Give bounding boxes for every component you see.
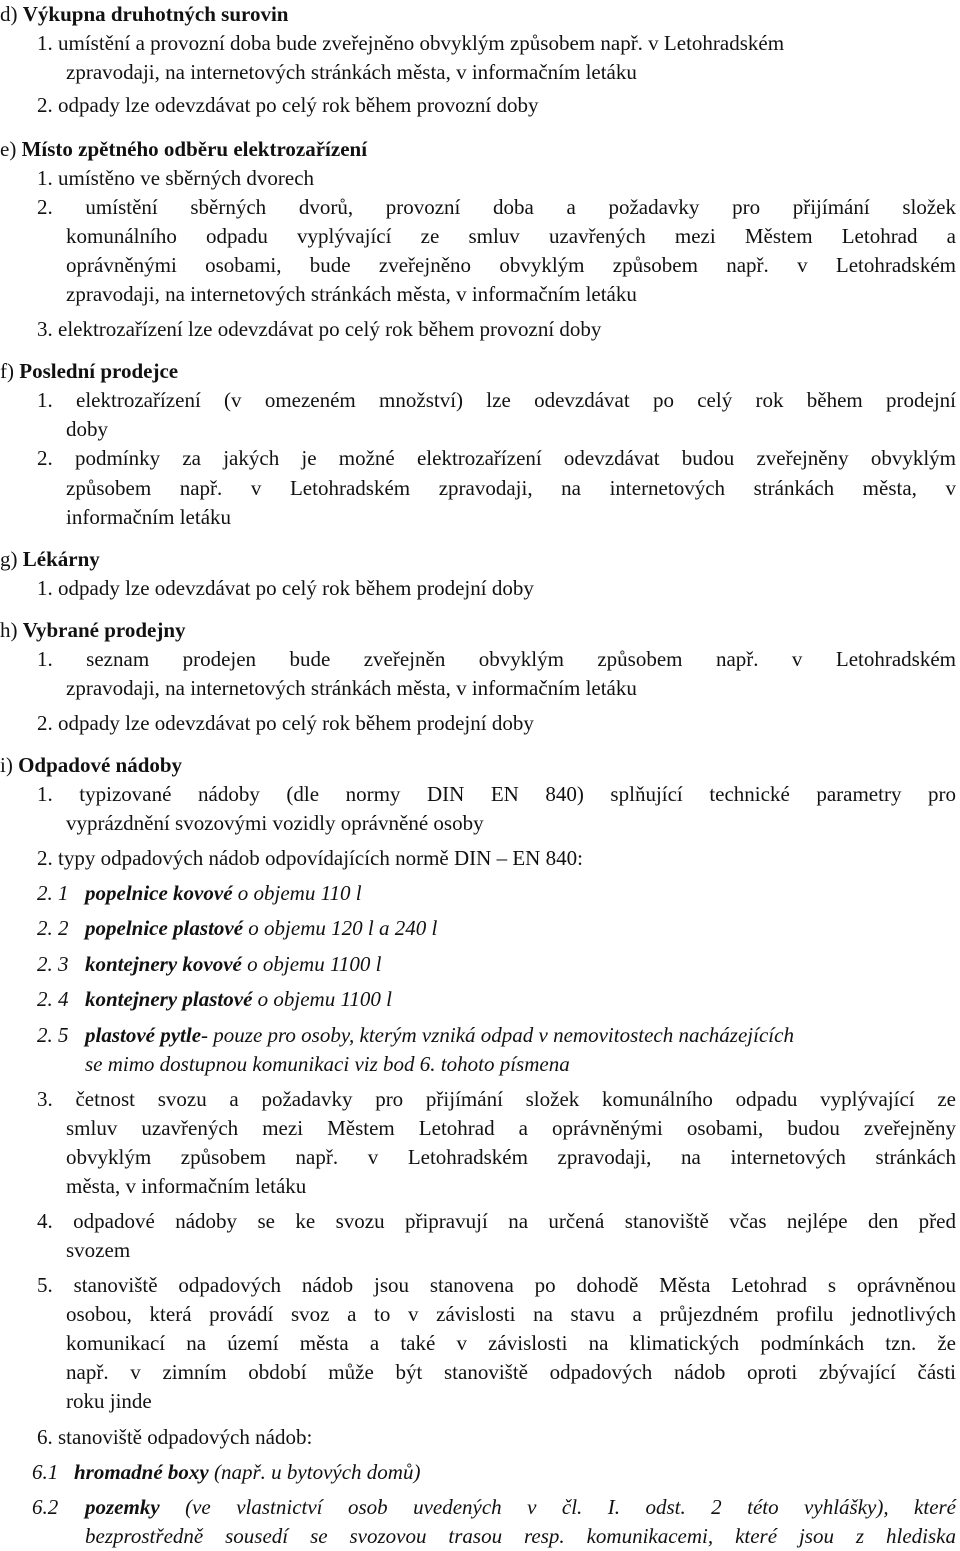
section-i-item-2: 2. typy odpadových nádob odpovídajících normě DIN – EN 840: bbox=[37, 846, 583, 870]
section-h-heading: h) Vybrané prodejny bbox=[0, 618, 186, 642]
section-e-item-2: 2. umístění sběrných dvorů, provozní doba a požadavky pro přijímání složek bbox=[37, 195, 956, 219]
section-h-title: Vybrané prodejny bbox=[22, 618, 186, 642]
section-f-item-1: 1. elektrozařízení (v omezeném množství) lze odevzdávat po celý rok během prodejní bbox=[37, 388, 956, 412]
container-type-2-3: 2. 3 kontejnery kovové o objemu 1100 l bbox=[37, 952, 382, 976]
section-g-title: Lékárny bbox=[22, 547, 100, 571]
section-i-title: Odpadové nádoby bbox=[18, 753, 183, 777]
section-f-item-2-cont-1: způsobem např. v Letohradském zpravodaji, na internetových stránkách města, v bbox=[66, 476, 956, 500]
container-type-2-1: 2. 1 popelnice kovové o objemu 110 l bbox=[37, 881, 362, 905]
section-i-item-5-cont-1: osobou, která provádí svoz a to v závislosti na stavu a průjezdném profilu jednotlivých bbox=[66, 1302, 956, 1326]
section-e-item-2-cont-2: oprávněnými osobami, bude zveřejněno obvyklým způsobem např. v Letohradském bbox=[66, 253, 956, 277]
section-i-item-5-cont-4: roku jinde bbox=[66, 1389, 152, 1413]
section-d-heading: d) Výkupna druhotných surovin bbox=[0, 2, 289, 26]
section-i-item-4-cont: svozem bbox=[66, 1238, 131, 1262]
section-i-item-1: 1. typizované nádoby (dle normy DIN EN 840) splňující technické parametry pro bbox=[37, 782, 956, 806]
container-type-2-4: 2. 4 kontejnery plastové o objemu 1100 l bbox=[37, 987, 393, 1011]
section-f-item-2-cont-2: informačním letáku bbox=[66, 505, 232, 529]
section-d-item-2: 2. odpady lze odevzdávat po celý rok během provozní doby bbox=[37, 93, 539, 117]
section-i-item-3-cont-3: města, v informačním letáku bbox=[66, 1174, 307, 1198]
section-f-item-2: 2. podmínky za jakých je možné elektrozařízení odevzdávat budou zveřejněny obvyklým bbox=[37, 446, 956, 470]
section-d-item-1: 1. umístění a provozní doba bude zveřejněno obvyklým způsobem např. v Letohradském bbox=[37, 31, 785, 55]
section-i-item-5-cont-2: komunikací na území města a také v závislosti na klimatických podmínkách tzn. že bbox=[66, 1331, 956, 1355]
container-type-2-2: 2. 2 popelnice plastové o objemu 120 l a 240 l bbox=[37, 916, 438, 940]
section-i-item-3: 3. četnost svozu a požadavky pro přijímání složek komunálního odpadu vyplývající ze bbox=[37, 1087, 956, 1111]
section-e-item-3: 3. elektrozařízení lze odevzdávat po celý rok během provozní doby bbox=[37, 317, 602, 341]
container-type-2-5-cont: se mimo dostupnou komunikaci viz bod 6. tohoto písmena bbox=[85, 1052, 570, 1076]
section-h-item-1: 1. seznam prodejen bude zveřejněn obvyklým způsobem např. v Letohradském bbox=[37, 647, 956, 671]
section-f-item-1-cont: doby bbox=[66, 417, 108, 441]
section-i-item-3-cont-2: obvyklým způsobem např. v Letohradském zpravodaji, na internetových stránkách bbox=[66, 1145, 956, 1169]
section-i-item-5: 5. stanoviště odpadových nádob jsou stanovena po dohodě Města Letohrad s oprávněnou bbox=[37, 1273, 956, 1297]
section-i-heading: i) Odpadové nádoby bbox=[0, 753, 183, 777]
section-d-title: Výkupna druhotných surovin bbox=[22, 2, 289, 26]
location-type-6-2-cont: bezprostředně sousedí se svozovou trasou resp. komunikacemi, které jsou z hlediska bbox=[85, 1524, 956, 1548]
section-i-item-5-cont-3: např. v zimním období může být stanoviště odpadových nádob oproti zbývající části bbox=[66, 1360, 956, 1384]
section-i-item-6: 6. stanoviště odpadových nádob: bbox=[37, 1425, 313, 1449]
section-i-item-4: 4. odpadové nádoby se ke svozu připravují na určená stanoviště včas nejlépe den před bbox=[37, 1209, 956, 1233]
section-e-item-2-cont-3: zpravodaji, na internetových stránkách města, v informačním letáku bbox=[66, 282, 637, 306]
section-i-item-3-cont-1: smluv uzavřených mezi Městem Letohrad a oprávněnými osobami, budou zveřejněny bbox=[66, 1116, 956, 1140]
section-i-item-1-cont: vyprázdnění svozovými vozidly oprávněné osoby bbox=[66, 811, 484, 835]
section-h-item-1-cont: zpravodaji, na internetových stránkách města, v informačním letáku bbox=[66, 676, 637, 700]
section-e-heading: e) Místo zpětného odběru elektrozařízení bbox=[0, 137, 368, 161]
section-e-item-2-cont-1: komunálního odpadu vyplývající ze smluv uzavřených mezi Městem Letohrad a bbox=[66, 224, 956, 248]
section-e-title: Místo zpětného odběru elektrozařízení bbox=[21, 137, 368, 161]
location-type-6-1: 6.1 hromadné boxy (např. u bytových domů) bbox=[32, 1460, 421, 1484]
section-f-heading: f) Poslední prodejce bbox=[0, 359, 179, 383]
section-g-heading: g) Lékárny bbox=[0, 547, 100, 571]
location-type-6-2: 6.2 pozemky (ve vlastnictví osob uvedených v čl. I. odst. 2 této vyhlášky), které bbox=[32, 1495, 957, 1519]
section-e-item-1: 1. umístěno ve sběrných dvorech bbox=[37, 166, 315, 190]
section-h-item-2: 2. odpady lze odevzdávat po celý rok během prodejní doby bbox=[37, 711, 534, 735]
section-d-item-1-cont: zpravodaji, na internetových stránkách města, v informačním letáku bbox=[66, 60, 637, 84]
container-type-2-5: 2. 5 plastové pytle- pouze pro osoby, kterým vzniká odpad v nemovitostech nacházejících bbox=[37, 1023, 794, 1047]
section-g-item-1: 1. odpady lze odevzdávat po celý rok během prodejní doby bbox=[37, 576, 534, 600]
section-f-title: Poslední prodejce bbox=[19, 359, 179, 383]
